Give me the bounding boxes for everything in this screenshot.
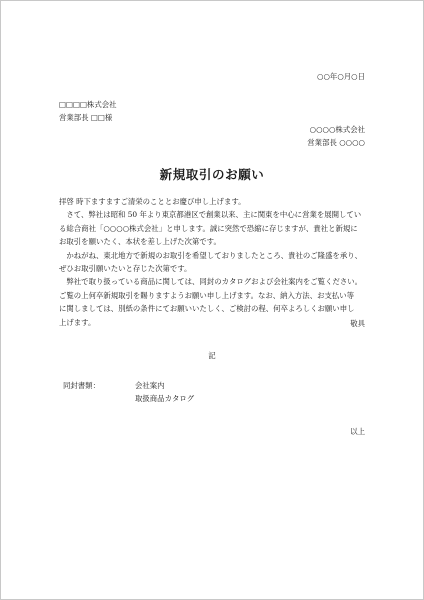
- body-line: 拝啓 時下ますますご清栄のこととお慶び申し上げます。: [59, 197, 246, 206]
- body-line: ぜひお取引願いたいと存じた次第です。: [59, 264, 192, 274]
- body-line: に関しましては、別紙の条件にてお願いいたしく、ご検討の程、何卒よろしくお願い申し: [59, 304, 355, 314]
- sender-person: 営業部長 ○○○○: [307, 138, 365, 147]
- enclosure-item: 取扱商品カタログ: [135, 394, 195, 403]
- enclosure-item: 会社案内: [135, 381, 165, 390]
- letter-body: [59, 195, 369, 329]
- closing-ijou: 以上: [350, 427, 365, 436]
- recipient-company: □□□□株式会社: [59, 100, 117, 109]
- body-line: 弊社で取り扱っている商品に関しては、同封のカタログおよび会社案内をご覧ください。: [59, 277, 363, 287]
- body-line: お取引を願いたく、本状を差し上げた次第です。: [59, 237, 221, 247]
- letter-date: ○○年○月○日: [317, 72, 365, 81]
- body-line: かねがね、東北地方で新規のお取引を希望しておりましたところ、貴社のご隆盛を承り、: [59, 250, 363, 260]
- ki-heading: 記: [208, 351, 216, 360]
- body-line: さて、弊社は昭和 50 年より東京都港区で創業以来、主に関東を中心に営業を展開してい: [59, 210, 362, 220]
- enclosure-label: 同封書類：: [63, 381, 100, 390]
- recipient-person: 営業部長 □□様: [59, 113, 113, 122]
- body-line: る総合商社「○○○○株式会社」と申します。誠に突然で恐縮に存じますが、貴社と新規に: [59, 223, 358, 233]
- sender-company: ○○○○株式会社: [309, 125, 365, 134]
- letter-title: 新規取引のお願い: [159, 167, 265, 182]
- closing-keigu: 敬具: [350, 319, 365, 328]
- body-line: ご覧の上何卒新規取引を賜りますようお願い申し上げます。なお、納入方法、お支払い等: [59, 290, 355, 300]
- body-line: 上げます。: [59, 317, 96, 327]
